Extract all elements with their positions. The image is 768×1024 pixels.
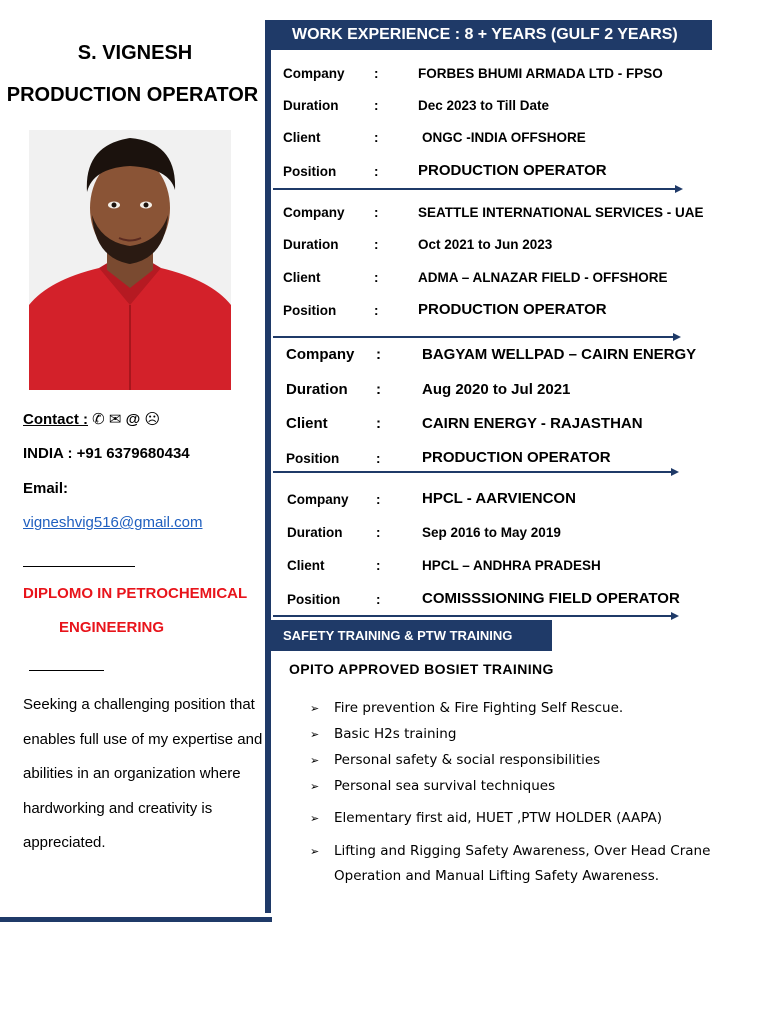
job-colon: : — [376, 451, 381, 466]
job-label: Client — [287, 558, 325, 573]
footer-bar — [0, 917, 272, 922]
list-item-text: Elementary first aid, HUET ,PTW HOLDER (AAPA) — [334, 810, 663, 826]
job-colon: : — [374, 130, 379, 145]
job-label: Duration — [287, 525, 343, 540]
job-label: Position — [286, 451, 340, 466]
job-colon: : — [376, 346, 381, 363]
job-value: PRODUCTION OPERATOR — [422, 449, 611, 466]
job-colon: : — [376, 525, 381, 540]
job-colon: : — [374, 164, 379, 179]
list-item-text: Basic H2s training — [334, 726, 457, 742]
list-item-text: Lifting and Rigging Safety Awareness, Over Head Crane Operation and Manual Lifting Safety Awareness. — [334, 843, 711, 884]
job-label: Position — [283, 303, 337, 318]
job-label: Duration — [286, 381, 348, 398]
job-label: Company — [287, 492, 349, 507]
job-colon: : — [376, 492, 381, 507]
job-value: HPCL – ANDHRA PRADESH — [422, 558, 601, 573]
contact-icons: ✆ ✉ @ ☹ — [92, 411, 161, 428]
job-colon: : — [374, 66, 379, 81]
job-colon: : — [374, 237, 379, 252]
job-colon: : — [374, 205, 379, 220]
work-experience-header: WORK EXPERIENCE : 8 + YEARS (GULF 2 YEARS) — [271, 20, 712, 50]
divider-line — [29, 670, 104, 671]
job-value: FORBES BHUMI ARMADA LTD - FPSO — [418, 66, 663, 81]
job-value: Aug 2020 to Jul 2021 — [422, 381, 571, 398]
job-value: ONGC -INDIA OFFSHORE — [422, 130, 586, 145]
job-value: Sep 2016 to May 2019 — [422, 525, 561, 540]
job-label: Company — [283, 205, 345, 220]
phone-number: INDIA : +91 6379680434 — [23, 445, 190, 462]
job-label: Duration — [283, 237, 339, 252]
candidate-name: S. VIGNESH — [77, 42, 193, 64]
job-colon: : — [376, 415, 381, 432]
job-value: HPCL - AARVIENCON — [422, 490, 576, 507]
candidate-title: PRODUCTION OPERATOR — [6, 84, 259, 106]
arrow-divider — [273, 188, 681, 190]
bullet-arrow-icon: ➢ — [310, 845, 320, 858]
job-value: PRODUCTION OPERATOR — [418, 162, 607, 179]
list-item-text: Personal sea survival techniques — [334, 778, 556, 794]
job-value: BAGYAM WELLPAD – CAIRN ENERGY — [422, 346, 697, 363]
contact-label-text: Contact : — [23, 411, 88, 428]
job-label: Client — [283, 130, 321, 145]
list-item-text: Fire prevention & Fire Fighting Self Rescue. — [334, 700, 624, 716]
job-value: COMISSSIONING FIELD OPERATOR — [422, 590, 680, 607]
job-colon: : — [374, 303, 379, 318]
bullet-arrow-icon: ➢ — [310, 812, 320, 825]
bullet-arrow-icon: ➢ — [310, 754, 320, 767]
job-label: Client — [286, 415, 328, 432]
job-colon: : — [376, 381, 381, 398]
education-line-2: ENGINEERING — [59, 619, 165, 636]
list-item — [310, 748, 720, 773]
bullet-arrow-icon: ➢ — [310, 702, 320, 715]
divider-line — [23, 566, 135, 567]
bullet-arrow-icon: ➢ — [310, 728, 320, 741]
email-link[interactable]: vigneshvig516@gmail.com — [23, 514, 203, 531]
job-label: Company — [286, 346, 355, 363]
profile-photo — [29, 130, 231, 390]
list-item — [310, 839, 720, 889]
bullet-arrow-icon: ➢ — [310, 780, 320, 793]
career-objective: Seeking a challenging position that enables full use of my expertise and abilities in an organization where hardworking and creativity is appreciated. — [23, 696, 263, 851]
job-colon: : — [376, 592, 381, 607]
job-label: Duration — [283, 98, 339, 113]
job-value: Dec 2023 to Till Date — [418, 98, 550, 113]
job-value: ADMA – ALNAZAR FIELD - OFFSHORE — [418, 270, 668, 285]
contact-label — [23, 410, 160, 428]
job-label: Position — [283, 164, 337, 179]
job-colon: : — [374, 98, 379, 113]
email-label: Email: — [23, 480, 69, 497]
job-colon: : — [376, 558, 381, 573]
list-item — [310, 696, 720, 721]
list-item — [310, 806, 720, 831]
job-value: Oct 2021 to Jun 2023 — [418, 237, 553, 252]
list-item-text: Personal safety & social responsibilities — [334, 752, 601, 768]
list-item — [310, 774, 720, 799]
education-line-1: DIPLOMO IN PETROCHEMICAL — [23, 585, 248, 602]
column-divider — [265, 20, 271, 913]
job-value: PRODUCTION OPERATOR — [418, 301, 607, 318]
job-value: SEATTLE INTERNATIONAL SERVICES - UAE — [418, 205, 704, 220]
arrow-divider — [273, 471, 677, 473]
job-colon: : — [374, 270, 379, 285]
safety-training-header: SAFETY TRAINING & PTW TRAINING — [271, 620, 552, 651]
job-label: Position — [287, 592, 341, 607]
job-label: Client — [283, 270, 321, 285]
job-value: CAIRN ENERGY - RAJASTHAN — [422, 415, 643, 432]
list-item — [310, 722, 720, 747]
arrow-divider — [273, 336, 679, 338]
job-label: Company — [283, 66, 345, 81]
opito-subtitle: OPITO APPROVED BOSIET TRAINING — [289, 661, 554, 677]
arrow-divider — [273, 615, 677, 617]
